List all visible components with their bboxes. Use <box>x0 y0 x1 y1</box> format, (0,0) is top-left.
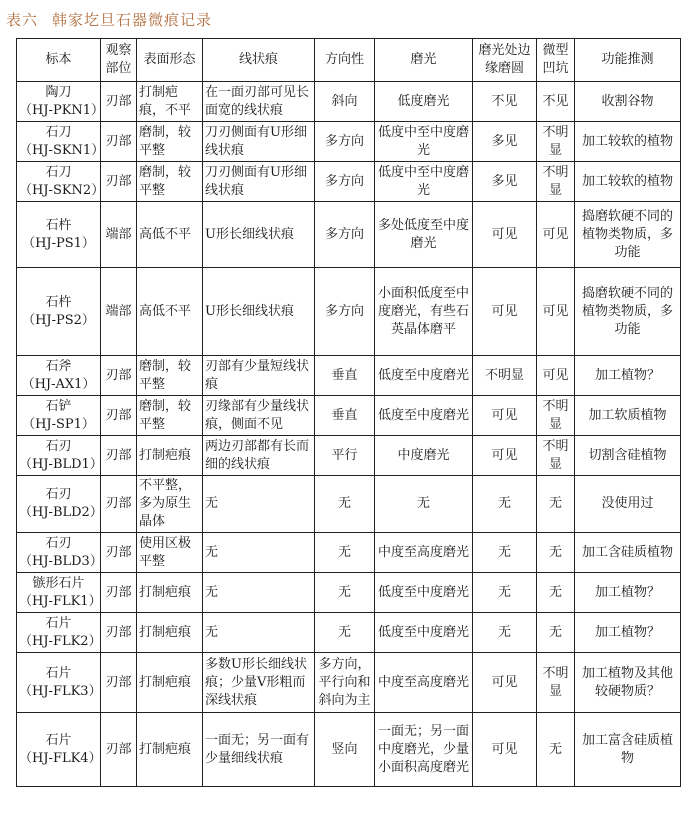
cell-polish: 中度至高度磨光 <box>375 653 473 713</box>
header-striation: 线状痕 <box>203 39 315 82</box>
header-pits: 微型凹坑 <box>537 39 575 82</box>
cell-surface: 打制疤痕 <box>137 613 203 653</box>
cell-direction: 多方向 <box>315 162 375 202</box>
sample-name: 石刃 <box>45 487 72 502</box>
cell-rounding: 不明显 <box>473 356 537 396</box>
sample-name: 镞形石片 <box>32 575 85 591</box>
cell-direction: 垂直 <box>315 356 375 396</box>
cell-surface: 打制疤痕 <box>137 653 203 713</box>
cell-pits: 无 <box>537 713 575 787</box>
cell-pits: 不见 <box>537 82 575 122</box>
cell-pits: 不明显 <box>537 436 575 476</box>
cell-striation: 刀刃侧面有U形细线状痕 <box>203 122 315 162</box>
cell-polish: 低度磨光 <box>375 82 473 122</box>
cell-function: 加工较软的植物 <box>575 162 681 202</box>
table-row <box>17 653 681 713</box>
microwear-table <box>16 38 681 787</box>
table-row <box>17 476 681 533</box>
table-row <box>17 396 681 436</box>
sample-name: 石杵 <box>45 294 72 310</box>
cell-sample <box>17 122 105 162</box>
table-row <box>17 573 681 613</box>
cell-rounding: 无 <box>473 476 537 533</box>
cell-surface: 磨制，较平整 <box>137 356 203 396</box>
cell-pits: 无 <box>537 613 575 653</box>
sample-name: 石片 <box>45 665 72 681</box>
cell-direction: 多方向 <box>315 122 375 162</box>
cell-pits: 可见 <box>537 356 575 396</box>
cell-striation: 两边刃部都有长而细的线状痕 <box>203 436 315 476</box>
cell-pits: 不明显 <box>537 162 575 202</box>
sample-code: （HJ-FLK1） <box>19 593 102 609</box>
table-row <box>17 202 681 268</box>
cell-function: 加工植物？ <box>575 613 681 653</box>
table-row <box>17 613 681 653</box>
cell-sample <box>17 356 101 396</box>
cell-polish: 小面积低度至中度磨光，有些石英晶体磨平 <box>375 268 473 356</box>
cell-direction: 垂直 <box>315 396 375 436</box>
cell-function: 切割含硅植物 <box>575 436 681 476</box>
cell-function: 加工植物及其他较硬物质？ <box>575 653 681 713</box>
cell-rounding: 不见 <box>473 82 537 122</box>
table-row <box>17 356 681 396</box>
cell-polish: 中度至高度磨光 <box>375 533 473 573</box>
sample-name: 石片 <box>45 615 72 631</box>
cell-surface: 高低不平 <box>137 202 203 268</box>
cell-polish: 多处低度至中度磨光 <box>375 202 473 268</box>
cell-surface: 磨制，较平整 <box>137 122 203 162</box>
sample-name: 石刀 <box>45 164 72 180</box>
cell-part: 刃部 <box>101 436 137 476</box>
cell-function: 捣磨软硬不同的植物类物质，多功能 <box>575 202 681 268</box>
cell-pits: 可见 <box>537 202 575 268</box>
cell-function: 加工软质植物 <box>575 396 681 436</box>
sample-name: 石杵 <box>45 217 72 233</box>
cell-rounding: 可见 <box>473 436 537 476</box>
cell-surface: 打制疤痕，不平 <box>137 82 203 122</box>
sample-code: （HJ-PKN1） <box>19 102 105 118</box>
cell-sample <box>17 436 101 476</box>
table-caption <box>6 6 212 34</box>
cell-rounding: 无 <box>473 533 537 573</box>
table-title: 韩家圪旦石器微痕记录 <box>52 11 213 29</box>
cell-polish: 中度磨光 <box>375 436 473 476</box>
cell-part: 端部 <box>101 202 137 268</box>
cell-direction: 无 <box>315 613 375 653</box>
table-row <box>17 268 681 356</box>
sample-code: （HJ-BLD1） <box>19 456 103 472</box>
cell-direction: 竖向 <box>315 713 375 787</box>
sample-code: （HJ-PS1） <box>22 235 95 251</box>
cell-rounding: 无 <box>473 573 537 613</box>
cell-sample <box>17 613 101 653</box>
cell-pits: 不明显 <box>537 396 575 436</box>
cell-direction: 无 <box>315 533 375 573</box>
table-row <box>17 82 681 122</box>
table-row <box>17 122 681 162</box>
cell-striation: 一面无；另一面有少量细线状痕 <box>203 713 315 787</box>
cell-polish: 低度至中度磨光 <box>375 573 473 613</box>
sample-code: （HJ-PS2） <box>22 312 95 328</box>
cell-striation: U形长细线状痕 <box>203 202 315 268</box>
cell-surface: 打制疤痕 <box>137 573 203 613</box>
sample-name: 石铲 <box>45 398 72 414</box>
cell-striation: 刃部有少量短线状痕 <box>203 356 315 396</box>
cell-direction: 无 <box>315 476 375 533</box>
cell-striation: 刃缘部有少量线状痕，侧面不见 <box>203 396 315 436</box>
cell-direction: 多方向 <box>315 202 375 268</box>
cell-sample <box>17 533 101 573</box>
cell-sample <box>17 713 101 787</box>
cell-rounding: 可见 <box>473 396 537 436</box>
cell-rounding: 可见 <box>473 713 537 787</box>
cell-sample <box>17 476 101 533</box>
cell-pits: 无 <box>537 573 575 613</box>
cell-rounding: 可见 <box>473 653 537 713</box>
cell-function: 捣磨软硬不同的植物类物质，多功能 <box>575 268 681 356</box>
cell-striation: 刀刃侧面有U形细线状痕 <box>203 162 315 202</box>
header-surface: 表面形态 <box>137 39 203 82</box>
cell-part: 刃部 <box>101 356 137 396</box>
sample-code: （HJ-BLD2） <box>19 505 103 520</box>
cell-rounding: 可见 <box>473 202 537 268</box>
header-direction: 方向性 <box>315 39 375 82</box>
table-row <box>17 533 681 573</box>
cell-part: 刃部 <box>101 533 137 573</box>
cell-part: 端部 <box>101 268 137 356</box>
cell-part: 刃部 <box>101 122 137 162</box>
table-number: 表六 <box>6 11 39 29</box>
cell-pits: 不明显 <box>537 122 575 162</box>
cell-striation: 多数U形长细线状痕；少量V形粗而深线状痕 <box>203 653 315 713</box>
cell-surface: 不平整，多为原生晶体 <box>137 476 203 533</box>
cell-surface: 磨制，较平整 <box>137 162 203 202</box>
cell-function: 加工较软的植物 <box>575 122 681 162</box>
cell-direction: 多方向 <box>315 268 375 356</box>
table-body <box>17 82 681 787</box>
cell-sample <box>17 653 101 713</box>
cell-function: 收割谷物 <box>575 82 681 122</box>
cell-direction: 平行 <box>315 436 375 476</box>
cell-rounding: 可见 <box>473 268 537 356</box>
sample-code: （HJ-FLK4） <box>19 750 102 766</box>
table-row <box>17 436 681 476</box>
cell-direction: 斜向 <box>315 82 375 122</box>
cell-sample <box>17 396 101 436</box>
cell-part: 刃部 <box>101 476 137 533</box>
sample-name: 石刀 <box>45 124 72 140</box>
cell-polish: 低度中至中度磨光 <box>375 122 473 162</box>
sample-code: （HJ-AX1） <box>21 376 96 392</box>
cell-part: 刃部 <box>101 613 137 653</box>
cell-rounding: 多见 <box>473 162 537 202</box>
cell-striation: U形长细线状痕 <box>203 268 315 356</box>
sample-name: 石片 <box>45 732 72 748</box>
cell-polish: 低度至中度磨光 <box>375 356 473 396</box>
cell-surface: 高低不平 <box>137 268 203 356</box>
cell-function: 加工植物？ <box>575 573 681 613</box>
cell-function: 加工富含硅质植物 <box>575 713 681 787</box>
cell-polish: 低度至中度磨光 <box>375 613 473 653</box>
cell-surface: 使用区极平整 <box>137 533 203 573</box>
header-rounding: 磨光处边缘磨圆 <box>473 39 537 82</box>
cell-function: 加工植物？ <box>575 356 681 396</box>
header-row <box>17 39 681 82</box>
cell-direction: 无 <box>315 573 375 613</box>
cell-striation: 无 <box>203 533 315 573</box>
cell-pits: 无 <box>537 533 575 573</box>
header-polish: 磨光 <box>375 39 473 82</box>
cell-striation: 在一面刃部可见长面宽的线状痕 <box>203 82 315 122</box>
sample-name: 石刃 <box>45 438 72 454</box>
sample-code: （HJ-SKN1） <box>19 142 105 158</box>
cell-direction: 多方向，平行向和斜向为主 <box>315 653 375 713</box>
cell-function: 加工含硅质植物 <box>575 533 681 573</box>
cell-part: 刃部 <box>101 396 137 436</box>
cell-part: 刃部 <box>101 713 137 787</box>
cell-pits: 可见 <box>537 268 575 356</box>
cell-rounding: 无 <box>473 613 537 653</box>
cell-sample <box>17 82 105 122</box>
cell-sample <box>17 162 105 202</box>
cell-sample <box>17 573 101 613</box>
sample-code: （HJ-SP1） <box>22 416 95 432</box>
cell-surface: 磨制，较平整 <box>137 396 203 436</box>
table-row <box>17 713 681 787</box>
sample-name: 陶刀 <box>45 84 72 100</box>
cell-polish: 一面无；另一面中度磨光，少量小面积高度磨光 <box>375 713 473 787</box>
table-row <box>17 162 681 202</box>
sample-code: （HJ-FLK2） <box>19 633 102 649</box>
cell-striation: 无 <box>203 476 315 533</box>
sample-name: 石刃 <box>45 535 72 551</box>
cell-polish: 低度中至中度磨光 <box>375 162 473 202</box>
cell-sample <box>17 202 101 268</box>
cell-part: 刃部 <box>101 573 137 613</box>
header-function: 功能推测 <box>575 39 681 82</box>
cell-polish: 无 <box>375 476 473 533</box>
cell-part: 刃部 <box>101 162 137 202</box>
cell-pits: 无 <box>537 476 575 533</box>
cell-striation: 无 <box>203 613 315 653</box>
cell-part: 刃部 <box>101 82 137 122</box>
cell-rounding: 多见 <box>473 122 537 162</box>
cell-sample <box>17 268 101 356</box>
sample-code: （HJ-SKN2） <box>19 182 105 198</box>
sample-code: （HJ-BLD3） <box>19 553 103 569</box>
cell-pits: 不明显 <box>537 653 575 713</box>
cell-polish: 低度至中度磨光 <box>375 396 473 436</box>
sample-code: （HJ-FLK3） <box>19 683 102 699</box>
header-part: 观察部位 <box>101 39 137 82</box>
cell-surface: 打制疤痕 <box>137 713 203 787</box>
cell-function: 没使用过 <box>575 476 681 533</box>
cell-striation: 无 <box>203 573 315 613</box>
sample-name: 石斧 <box>45 358 72 374</box>
cell-surface: 打制疤痕 <box>137 436 203 476</box>
header-sample: 标本 <box>17 39 101 82</box>
cell-part: 刃部 <box>101 653 137 713</box>
